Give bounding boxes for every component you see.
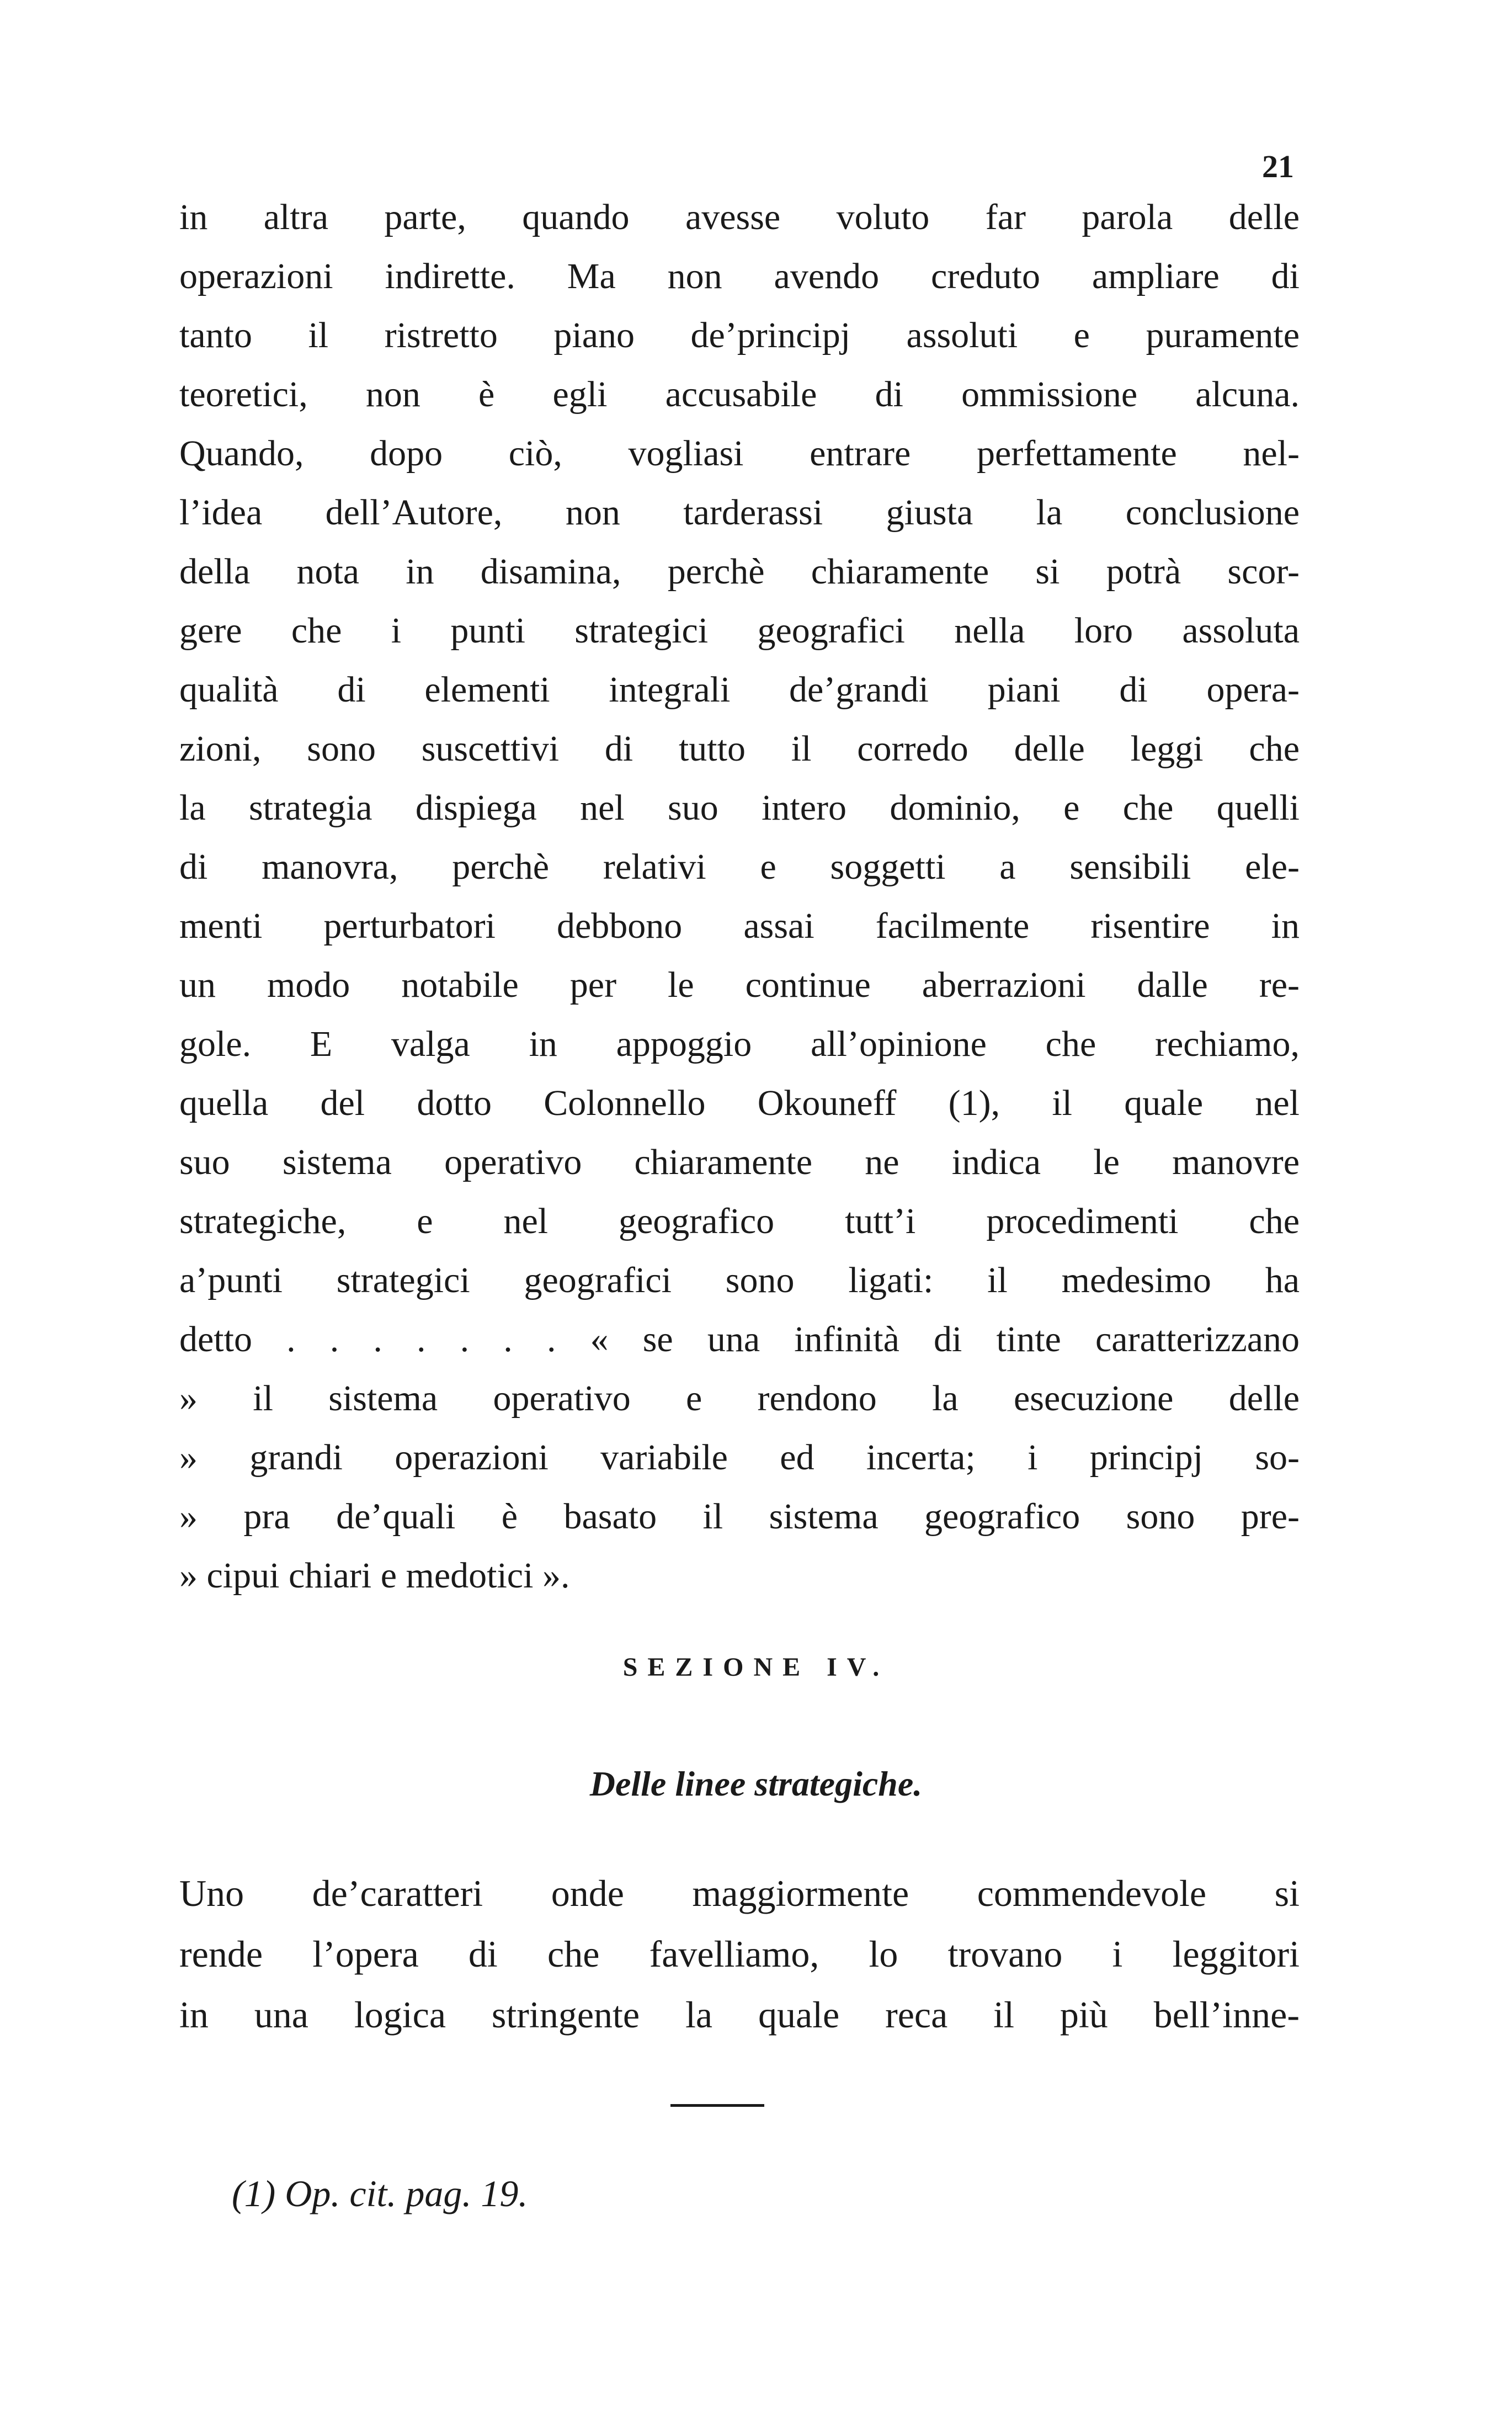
footnote-separator: [670, 2104, 764, 2107]
paragraph-second: [179, 1863, 1300, 2045]
text-line: » grandi operazioni variabile ed incerta; i principj so-: [179, 1437, 1300, 1478]
text-line: » pra de’quali è basato il sistema geografico sono pre-: [179, 1496, 1300, 1537]
text-line: gere che i punti strategici geografici nella loro assoluta: [179, 610, 1300, 651]
text-line: teoretici, non è egli accusabile di ommissione alcuna.: [179, 374, 1300, 415]
text-line: operazioni indirette. Ma non avendo creduto ampliare di: [179, 256, 1300, 296]
text-line: » il sistema operativo e rendono la esecuzione delle: [179, 1378, 1300, 1419]
page-number: 21: [1262, 148, 1294, 184]
text-line: Uno de’caratteri onde maggiormente commendevole si: [179, 1872, 1300, 1914]
footnote: (1) Op. cit. pag. 19.: [232, 2173, 528, 2214]
text-line: zioni, sono suscettivi di tutto il corredo delle leggi che: [179, 729, 1300, 769]
text-line: menti perturbatori debbono assai facilmente risentire in: [179, 906, 1300, 946]
text-line: in una logica stringente la quale reca il più bell’inne-: [179, 1994, 1300, 2036]
text-line: tanto il ristretto piano de’principj assoluti e puramente: [179, 315, 1300, 355]
text-line: strategiche, e nel geografico tutt’i procedimenti che: [179, 1201, 1300, 1241]
text-line: la strategia dispiega nel suo intero dominio, e che quelli: [179, 788, 1300, 828]
text-line: in altra parte, quando avesse voluto far parola delle: [179, 197, 1300, 237]
text-line: di manovra, perchè relativi e soggetti a sensibili ele-: [179, 847, 1300, 887]
text-line: rende l’opera di che favelliamo, lo trovano i leggitori: [179, 1933, 1300, 1975]
text-line: l’idea dell’Autore, non tarderassi giusta la conclusione: [179, 492, 1300, 533]
text-line: Quando, dopo ciò, vogliasi entrare perfettamente nel-: [179, 433, 1300, 474]
text-line: suo sistema operativo chiaramente ne indica le manovre: [179, 1142, 1300, 1182]
section-title: SEZIONE IV.: [622, 1653, 890, 1682]
text-line: qualità di elementi integrali de’grandi piani di opera-: [179, 670, 1300, 710]
text-line: quella del dotto Colonnello Okouneff (1), il quale nel: [179, 1083, 1300, 1123]
text-line: gole. E valga in appoggio all’opinione che rechiamo,: [179, 1024, 1300, 1064]
text-line: a’punti strategici geografici sono ligati: il medesimo ha: [179, 1260, 1300, 1300]
text-line: della nota in disamina, perchè chiaramente si potrà scor-: [179, 551, 1300, 592]
text-line: » cipui chiari e medotici ».: [179, 1555, 570, 1596]
section-subtitle: Delle linee strategiche.: [589, 1764, 923, 1803]
text-line: detto . . . . . . . « se una infinità di tinte caratterizzano: [179, 1319, 1300, 1359]
paragraph-main: [179, 188, 1300, 1605]
text-line: un modo notabile per le continue aberrazioni dalle re-: [179, 965, 1300, 1005]
